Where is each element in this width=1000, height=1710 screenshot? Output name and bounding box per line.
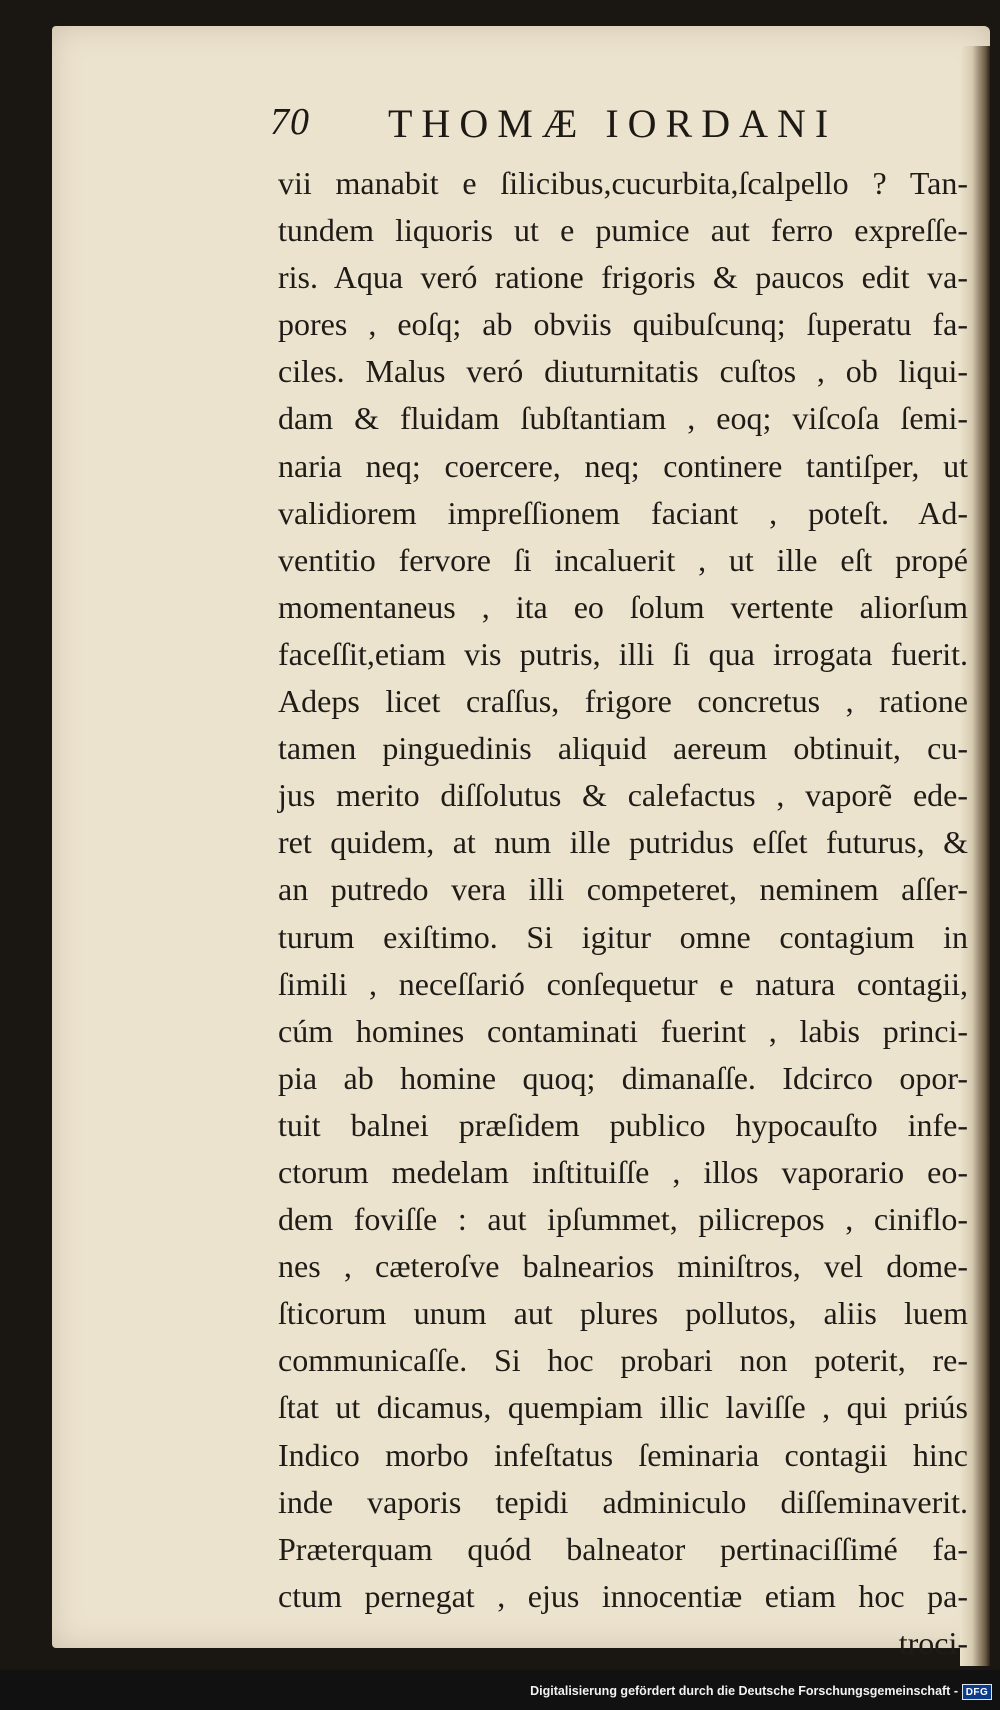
text-line: Indico morbo infeſtatus ſeminaria contagii hinc: [278, 1436, 968, 1473]
text-line: ris. Aqua veró ratione frigoris & paucos edit va-: [278, 259, 968, 296]
text-line: ciles. Malus veró diuturnitatis cuſtos , ob liqui-: [278, 353, 968, 390]
text-line: jus merito diſſolutus & calefactus , vaporẽ ede-: [278, 777, 968, 814]
text-line: turum exiſtimo. Si igitur omne contagium in: [278, 918, 968, 955]
text-line: ctum pernegat , ejus innocentiæ etiam hoc pa-: [278, 1577, 968, 1614]
body-text: [278, 160, 968, 1667]
text-line: vii manabit e ſilicibus,cucurbita,ſcalpello ? Tan-: [278, 165, 968, 201]
running-head: THOMÆ IORDANI: [388, 101, 838, 146]
text-line: Adeps licet craſſus, frigore concretus , ratione: [278, 683, 968, 720]
footer-credit: Digitalisierung gefördert durch die Deutsche Forschungsgemeinschaft -: [530, 1684, 958, 1698]
text-line: dem foviſſe : aut ipſummet, pilicrepos , ciniflo-: [278, 1201, 968, 1238]
text-line: naria neq; coercere, neq; continere tantiſper, ut: [278, 447, 968, 484]
text-line: validiorem impreſſionem faciant , poteſt. Ad-: [278, 494, 968, 531]
text-line: pores , eoſq; ab obviis quibuſcunq; ſuperatu fa-: [278, 306, 968, 343]
page-number: 70: [270, 101, 310, 143]
footer-bar: [0, 1670, 1000, 1710]
text-line: ſtat ut dicamus, quempiam illic laviſſe , qui priús: [278, 1389, 968, 1426]
text-line: tuit balnei præſidem publico hypocauſto infe-: [278, 1106, 968, 1143]
text-line: cúm homines contaminati fuerint , labis princi-: [278, 1012, 968, 1049]
text-line: pia ab homine quoq; dimanaſſe. Idcirco opor-: [278, 1059, 968, 1096]
text-line: ſimili , neceſſarió conſequetur e natura contagii,: [278, 965, 968, 1002]
text-line: momentaneus , ita eo ſolum vertente aliorſum: [278, 588, 968, 625]
text-line: Præterquam quód balneator pertinaciſſimé fa-: [278, 1530, 968, 1567]
text-line: inde vaporis tepidi adminiculo diſſeminaverit.: [278, 1483, 968, 1520]
text-line: ctorum medelam inſtituiſſe , illos vaporario eo-: [278, 1153, 968, 1190]
text-line: tamen pinguedinis aliquid aereum obtinuit, cu-: [278, 730, 968, 767]
dfg-logo-icon: DFG: [962, 1684, 992, 1700]
page-header: [270, 100, 850, 148]
text-line: communicaſſe. Si hoc probari non poterit, re-: [278, 1342, 968, 1379]
text-line: dam & fluidam ſubſtantiam , eoq; viſcoſa ſemi-: [278, 400, 968, 437]
text-line: tundem liquoris ut e pumice aut ferro expreſſe-: [278, 212, 968, 249]
text-line: troci-: [898, 1624, 968, 1661]
text-line: ventitio fervore ſi incaluerit , ut ille eſt propé: [278, 541, 968, 578]
text-line: ret quidem, at num ille putridus eſſet futurus, &: [278, 824, 968, 861]
text-line: nes , cæteroſve balnearios miniſtros, vel dome-: [278, 1248, 968, 1285]
text-line: ſticorum unum aut plures pollutos, aliis luem: [278, 1295, 968, 1332]
text-line: faceſſit,etiam vis putris, illi ſi qua irrogata fuerit.: [278, 635, 968, 672]
text-line: an putredo vera illi competeret, neminem aſſer-: [278, 871, 968, 908]
